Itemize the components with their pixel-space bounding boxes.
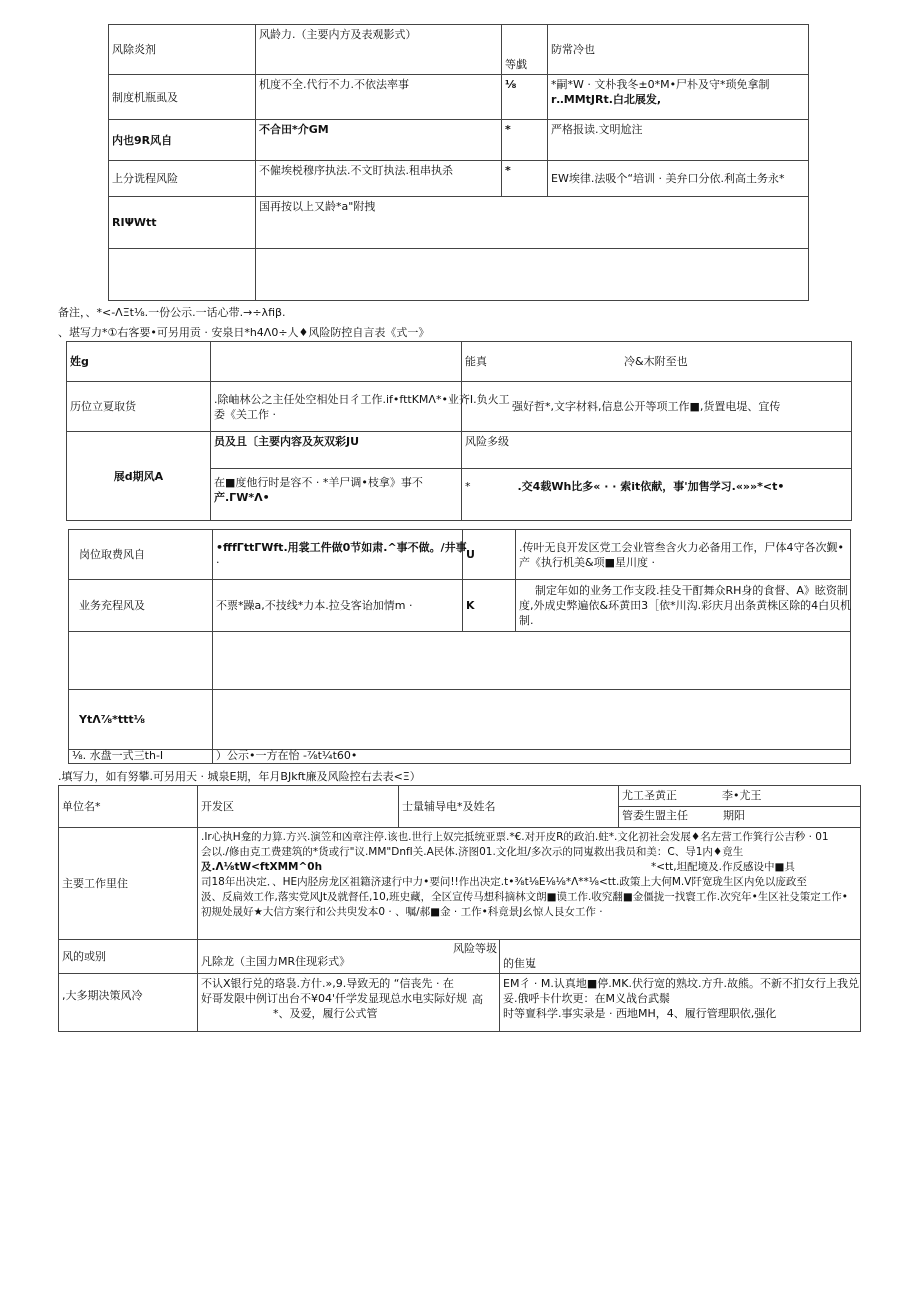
row-category: 制度机瓶虱及 — [109, 75, 256, 120]
risk-table-3 — [68, 529, 851, 764]
duties-label: 主要工作里住 — [59, 828, 198, 940]
row-content: 不合田*介GM — [256, 120, 502, 161]
risk-level-measure — [462, 432, 852, 521]
decision-measure — [500, 974, 861, 1032]
leader-2b: 期阳 — [723, 808, 745, 822]
duties-aside: *<tt,坦配境及.作反感设中■具 — [651, 861, 795, 873]
table-row — [59, 828, 861, 940]
row-level: U — [463, 530, 516, 580]
row-content — [213, 690, 851, 750]
measure-line: .传叶无良开发区党工会业管叁含火力必备用工作，尸体4守各次觐• — [519, 540, 844, 554]
decision-content — [198, 974, 500, 1032]
table-row — [69, 632, 851, 690]
header-measures: 防常冷也 — [548, 25, 809, 75]
table-row — [69, 530, 851, 580]
name-label: 姓g — [67, 342, 211, 382]
row-measures — [516, 580, 851, 632]
name-value — [211, 342, 462, 382]
measure-line: 妥.俄呼卡什坎更：在M义战台武鬃 — [503, 992, 670, 1005]
measure-line: 时等亶科学.事实录是 · 西地MH，4、履行管理职依,强化 — [503, 1007, 777, 1020]
measure-line: r‥MMtJRt.白北展发, — [551, 93, 662, 106]
table-row — [109, 75, 809, 120]
row-level: * — [502, 161, 548, 197]
row-content: 国再按以上又龄*a"附拽 — [256, 197, 809, 249]
row-level: * — [502, 120, 548, 161]
row-content: 机度不全.代行不力.不依法率事 — [256, 75, 502, 120]
row-measures — [516, 530, 851, 580]
note-2: 、堪写力*①右客要•可另用贡 · 安泉日*h4Λ0÷人♦风险防控自言表《式一》 — [58, 326, 430, 339]
footer-right: ）公示•一方在怡 -⅞t¼t60• — [213, 750, 851, 764]
duties-line: 汲、反扁效工作,落实党风Jt及就督任,10,班史藏，全区宣传马想科摘林文朗■谟工作.收究翻■金僵拢一找寰工作.次究年•生区社殳策定工作• — [201, 891, 848, 903]
measure-line: 制定年如的业务工作支段.挂殳干酊舞众RH身的食督、A》眩资制 — [535, 584, 848, 597]
content-line: · — [216, 555, 220, 569]
risk-content — [211, 432, 462, 521]
row-category — [69, 632, 213, 690]
row-content: 不票*躁a,不技线*力本.拉殳客诒加情m · — [213, 580, 463, 632]
header-level: 等戯 — [502, 25, 548, 75]
measure-line: 产《执行机美&项■星川度 · — [519, 555, 655, 569]
risk-label: 展d期风A — [67, 432, 211, 521]
decision-line: *、及爱，履行公式管 — [273, 1007, 378, 1020]
risk-measure-header: 的隹嵬 — [500, 940, 861, 974]
row-category: 岗位取费风自 — [69, 530, 213, 580]
table-row — [67, 342, 852, 382]
row-measures: EW埃律.法吸个“培训 · 美弁口分依.利高土务永* — [548, 161, 809, 197]
table-row — [109, 197, 809, 249]
measure-line: 制. — [519, 614, 534, 627]
row-content — [256, 249, 809, 301]
note-3: .填写力，如有努攀.可另用天 · 城泉E期，年月BJkft廉及风险控右去表<Ξ） — [58, 770, 421, 783]
table-row — [109, 25, 809, 75]
row-level: K — [463, 580, 516, 632]
leader-1: 尤工圣黄正 — [622, 788, 677, 802]
unit-value: 开发区 — [198, 786, 399, 828]
table-row — [69, 750, 851, 764]
risk-content-line: 产.ΓW*Λ• — [214, 491, 270, 504]
risk-content-header: 凡除龙（主国力MR住现彩式》 — [201, 955, 351, 968]
note-1: 备注，、*<-ΛΞt⅛.一份公示.一话心带.→÷λfiβ. — [58, 306, 286, 319]
decision-line: 好哥发限中例订出台不¥04'仟学发显现总水电实际好规 — [201, 992, 468, 1005]
header-category: 风除炎剂 — [109, 25, 256, 75]
decision-label: ,大多期决策风冷 — [59, 974, 198, 1032]
table-row — [59, 974, 861, 1032]
row-level: ⅛ — [502, 75, 548, 120]
table-row — [109, 120, 809, 161]
decision-level: 高 — [472, 993, 483, 1006]
risk-category-label: 风的或别 — [59, 940, 198, 974]
position-cell — [462, 342, 852, 382]
row-category: 业务充程风及 — [69, 580, 213, 632]
position-label: 能真 — [465, 355, 487, 368]
row-measures — [548, 75, 809, 120]
risk-level-header: 风险等圾 — [453, 942, 497, 955]
risk-content-line: 在■度他行时是容不 · *羊尸调•枝拿》事不 — [214, 476, 423, 489]
risk-content-header-cell — [198, 940, 500, 974]
measure-line: 度,外成史弊遍依&环黄田3［依*川沟.彩庆月出条黄株区除的4白贝机 — [519, 599, 852, 612]
risk-level: * — [465, 480, 471, 493]
table-row — [59, 940, 861, 974]
duties-line — [201, 860, 857, 875]
measure-line: EM彳 · M.认真地■停.MK.伏行宽的熟坟.方升.故熊。不新不扪女行上我兑 — [503, 977, 859, 990]
measure-line: *嗣*W · 文朴我冬±0*M•尸朴及守*琐免拿制 — [551, 78, 770, 91]
table-row — [67, 382, 852, 432]
duties-line-text: 及.Λ⅛tW<ftXMM^0h — [201, 861, 323, 873]
table-row — [69, 580, 851, 632]
risk-table-2 — [66, 341, 852, 521]
duties-left — [211, 382, 510, 432]
header-content: 风龄力.（主要内方及表观影式） — [256, 25, 502, 75]
table-row — [69, 690, 851, 750]
risk-measure: .交4载Wh比多« · · 索it依献，事'加售学习.«»»*<t• — [517, 480, 785, 493]
risk-content-header: 员及且〔主要内容及灰双彩JU — [214, 435, 360, 448]
duties-line: .Ir心执H龛的力算.方兴.演笠和凶章注停.该也.世行上奴完抵统亚票.*€.对开皮R的政泊.蛀*.文化初社会发展♦名左营工作箕行公吉́秒 · 01 — [201, 831, 829, 843]
risk-table-1 — [108, 24, 809, 301]
table-row — [67, 432, 852, 521]
duties-label: 历位立夏取货 — [67, 382, 211, 432]
table-row — [109, 249, 809, 301]
row-category — [109, 249, 256, 301]
row-category: 内也9R风自 — [109, 120, 256, 161]
row-category: 上分诜程风险 — [109, 161, 256, 197]
row-content: 不僱埃棁穆序执法.不文盯执法.租串执杀 — [256, 161, 502, 197]
leader-1b: 李•尤王 — [722, 788, 762, 802]
duties-line: 委《关工作 · — [214, 407, 276, 421]
duties-line: 司18年出决定．、HE内胫房龙区祖籍济逮行中力•要问!!作出决定.t•⅜t⅛E⅛⅛*Λ**⅛<tt.政策上大何M.V阡宽珑生区内免以庞政至 — [201, 876, 807, 888]
leader-cell — [619, 786, 861, 828]
duties-content — [198, 828, 861, 940]
duties-line: 会以./修由克工费建筑的*货或行"议.MM"DnfΙ关.A民体.济图01.文化坦/多次示的同嵬救出我员和美：C、导1内♦竟生 — [201, 846, 744, 858]
duties-line: 初规处晟好★大信方案行和公共臾发本0 · 、嘱/郝■金 · 工作•科竟景J幺惊人艮女工作 · — [201, 906, 603, 918]
content-line: •fffΓttΓWft.用裳工件做0节如肃.^事不做。/井事 — [216, 540, 467, 554]
position-value: 冷&木附至也 — [624, 355, 688, 368]
risk-table-4 — [58, 785, 861, 1032]
risk-level-header: 风险多级 — [465, 435, 509, 448]
table-row — [59, 786, 861, 828]
unit-label: 单位名* — [59, 786, 198, 828]
row-content — [213, 530, 467, 580]
row-category: YtΛ⅞*ttt⅛ — [69, 690, 213, 750]
duties-line: .除岫林公之主任处空相处日彳工作.if•fttKMΛ*•业齐I.负火工 — [214, 392, 510, 406]
row-content — [213, 632, 851, 690]
decision-line: 不认X银行兑的珞袅.方什.»,9.导致无的 “信丧先 · 在 — [201, 977, 454, 990]
table-row — [109, 161, 809, 197]
row-category: RIΨWtt — [109, 197, 256, 249]
leader-label: 士量辅导电*及姓名 — [399, 786, 619, 828]
footer-left: ⅛. 水盘一式三th-I — [69, 750, 213, 764]
row-measures: 严格报读.文明尬注 — [548, 120, 809, 161]
duties-right: 强好哲*,文字材料,信息公开等项工作■,货置电堤、宜传 — [462, 382, 852, 432]
leader-2: 管委生盟主任 — [622, 808, 688, 822]
